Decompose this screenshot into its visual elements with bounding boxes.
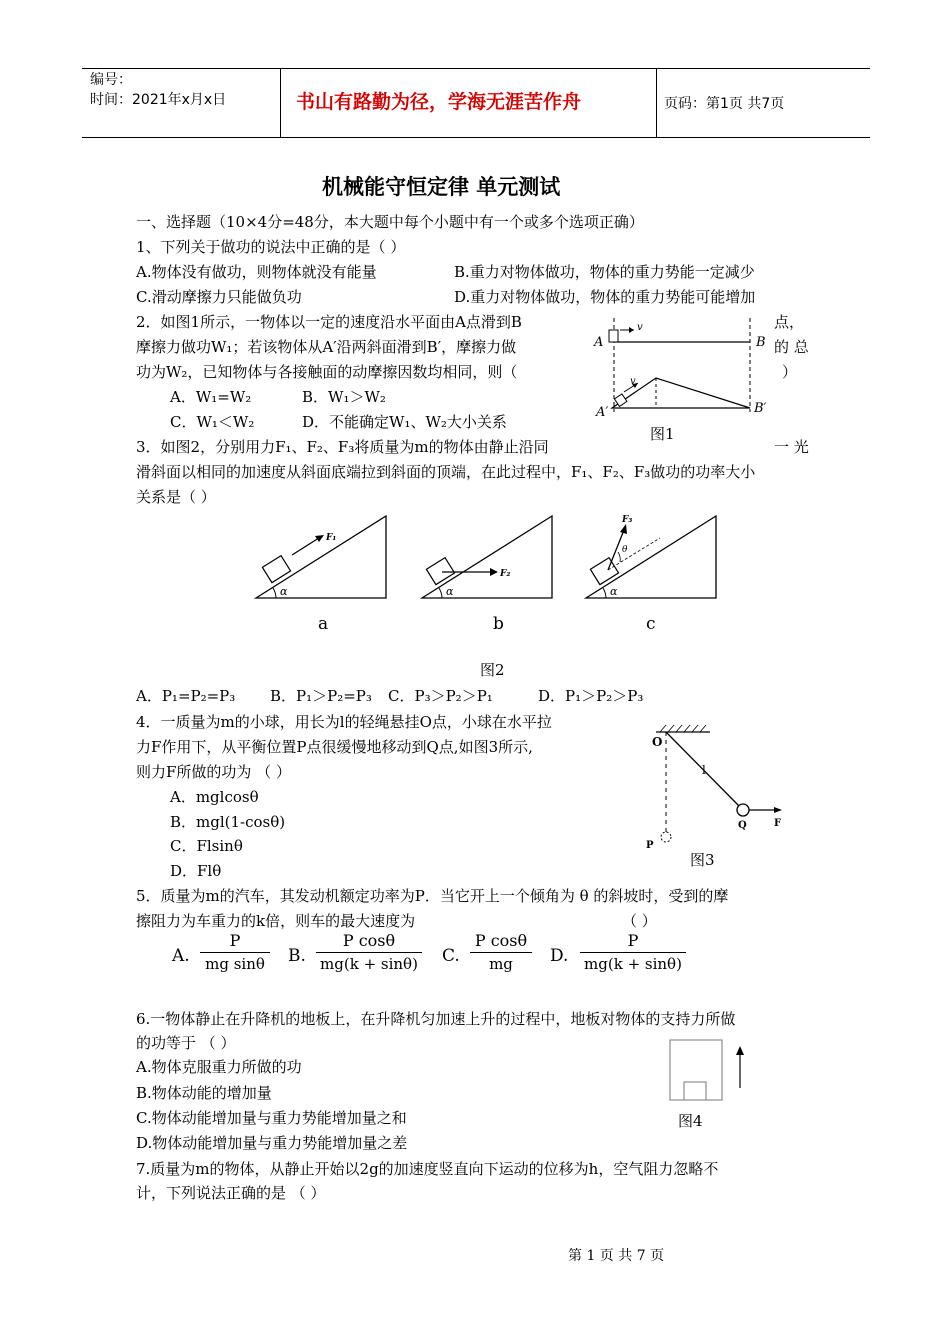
fig2-label-a: a <box>318 614 329 634</box>
fig2-label-b: b <box>493 614 504 634</box>
header-divider <box>656 69 657 137</box>
q4-option-a: A．mglcosθ <box>170 788 259 806</box>
figure-3 <box>640 722 800 852</box>
figure-2c <box>580 510 720 600</box>
q6-line1: 6.一物体静止在升降机的地板上，在升降机匀加速上升的过程中，地板对物体的支持力所做 <box>136 1010 736 1028</box>
q2-option-c: C．W₁＜W₂ <box>170 413 255 431</box>
q4-option-b: B．mgl(1-cosθ) <box>170 813 286 831</box>
q5-c-numerator: P cosθ <box>474 931 528 950</box>
figure-4 <box>666 1038 756 1104</box>
fig3-label-f: F <box>774 818 782 829</box>
q5-b-denominator: mg(k + sinθ) <box>316 952 422 975</box>
fig3-caption: 图3 <box>690 851 715 869</box>
q5-option-c-label: C. <box>442 946 460 966</box>
q1-option-d: D.重力对物体做功，物体的重力势能可能增加 <box>454 288 756 306</box>
q5-d-numerator: P <box>627 931 639 950</box>
q3-line3: 关系是（ ） <box>136 488 216 506</box>
header-divider <box>280 69 281 137</box>
q4-line3: 则力F所做的功为 （ ） <box>136 763 291 781</box>
q6-option-d: D.物体动能增加量与重力势能增加量之差 <box>136 1134 408 1152</box>
q2-line1: 2．如图1所示，一物体以一定的速度沿水平面由A点滑到B <box>136 313 522 331</box>
q5-option-a-label: A. <box>172 946 190 966</box>
fig1-label-b-prime: B′ <box>754 401 767 416</box>
q3-option-c: C．P₃＞P₂＞P₁ <box>388 687 493 705</box>
q2-line2: 摩擦力做功W₁；若该物体从A′沿两斜面滑到B′，摩擦力做 <box>136 338 517 356</box>
page-footer: 第 1 页 共 7 页 <box>568 1248 665 1264</box>
fig3-label-l: l <box>702 763 706 777</box>
q4-option-c: C．Flsinθ <box>170 837 243 855</box>
q5-a-denominator: mg sinθ <box>200 952 270 975</box>
q5-a-numerator: P <box>229 931 241 950</box>
q5-d-denominator: mg(k + sinθ) <box>580 952 686 975</box>
fig3-label-o: O <box>652 735 663 749</box>
q4-line1: 4．一质量为m的小球，用长为l的轻绳悬挂O点，小球在水平拉 <box>136 713 552 731</box>
q2-option-b: B．W₁＞W₂ <box>302 388 386 406</box>
q2-line2-end: 的 总 <box>774 338 809 356</box>
page-title: 机械能守恒定律 单元测试 <box>322 175 561 199</box>
q1-option-a: A.物体没有做功，则物体就没有能量 <box>136 263 377 281</box>
figure-1 <box>590 312 780 422</box>
q5-option-b <box>316 930 422 975</box>
q5-line1: 5．质量为m的汽车，其发动机额定功率为P．当它开上一个倾角为 θ 的斜坡时，受到的摩 <box>136 887 729 905</box>
fig2-label-c: c <box>646 614 656 634</box>
q5-option-c <box>470 930 532 975</box>
fig2-caption: 图2 <box>480 661 505 679</box>
q5-b-numerator: P cosθ <box>342 931 396 950</box>
q2-line3-end: ） <box>782 363 798 381</box>
q3-line2: 滑斜面以相同的加速度从斜面底端拉到斜面的顶端，在此过程中，F₁、F₂、F₃做功的功率大小 <box>136 463 756 481</box>
fig3-label-p: P <box>646 840 654 851</box>
q5-option-d <box>580 930 686 975</box>
fig1-label-b: B <box>756 335 766 350</box>
q4-line2: 力F作用下，从平衡位置P点很缓慢地移动到Q点,如图3所示, <box>136 738 533 756</box>
q3-line1-end: 一 光 <box>774 438 809 456</box>
q5-c-denominator: mg <box>470 952 532 975</box>
q6-option-c: C.物体动能增加量与重力势能增加量之和 <box>136 1109 407 1127</box>
q6-option-b: B.物体动能的增加量 <box>136 1084 272 1102</box>
q4-option-d: D．Flθ <box>170 862 222 880</box>
fig2c-f3: F₃ <box>622 515 633 525</box>
q2-line1-end: 点， <box>774 313 805 331</box>
q7-line2: 计，下列说法正确的是 （ ） <box>136 1184 326 1202</box>
q5-option-a <box>200 930 270 975</box>
page-info: 页码：第1页 共7页 <box>664 96 785 112</box>
fig4-caption: 图4 <box>678 1112 703 1130</box>
fig1-caption: 图1 <box>650 425 675 443</box>
q3-option-b: B．P₁＞P₂=P₃ <box>270 687 372 705</box>
fig1-label-a: A <box>594 335 604 350</box>
fig2a-f1: F₁ <box>326 533 337 543</box>
q6-option-a: A.物体克服重力所做的功 <box>136 1058 302 1076</box>
fig2b-f2: F₂ <box>500 569 511 579</box>
q5-line2: 擦阻力为车重力的k倍，则车的最大速度为 <box>136 912 416 930</box>
fig1-label-v2: v <box>630 376 636 387</box>
q1-option-b: B.重力对物体做功，物体的重力势能一定减少 <box>454 263 755 281</box>
q5-option-b-label: B. <box>288 946 306 966</box>
q2-line3: 功为W₂，已知物体与各接触面的动摩擦因数均相同，则（ <box>136 363 518 381</box>
q6-line2: 的功等于 （ ） <box>136 1034 236 1052</box>
q5-line2-end: （ ） <box>622 912 657 930</box>
q5-option-d-label: D. <box>550 946 569 966</box>
fig1-label-a-prime: A′ <box>596 405 609 420</box>
fig2a-alpha: α <box>280 585 288 598</box>
fig1-label-v: v <box>637 322 643 333</box>
header-motto: 书山有路勤为径，学海无涯苦作舟 <box>296 91 582 113</box>
fig2c-theta: θ <box>622 545 628 555</box>
fig2b-alpha: α <box>446 585 454 598</box>
figure-2a <box>250 510 390 600</box>
q3-option-d: D．P₁＞P₂＞P₃ <box>538 687 644 705</box>
fig3-label-q: Q <box>738 820 747 831</box>
q1-stem: 1、下列关于做功的说法中正确的是（ ） <box>136 238 406 256</box>
q2-option-a: A．W₁=W₂ <box>170 388 252 406</box>
q3-line1: 3．如图2，分别用力F₁、F₂、F₃将质量为m的物体由静止沿同 <box>136 438 549 456</box>
figure-2b <box>416 510 556 600</box>
date-label: 时间：2021年x月x日 <box>90 92 227 108</box>
q1-option-c: C.滑动摩擦力只能做负功 <box>136 288 302 306</box>
serial-label: 编号： <box>90 72 132 88</box>
q7-line1: 7.质量为m的物体，从静止开始以2g的加速度竖直向下运动的位移为h，空气阻力忽略不 <box>136 1160 719 1178</box>
section-heading: 一、选择题（10×4分=48分，本大题中每个小题中有一个或多个选项正确） <box>136 213 644 231</box>
q2-option-d: D．不能确定W₁、W₂大小关系 <box>302 413 507 431</box>
fig2c-alpha: α <box>610 585 618 598</box>
q3-option-a: A．P₁=P₂=P₃ <box>136 687 236 705</box>
